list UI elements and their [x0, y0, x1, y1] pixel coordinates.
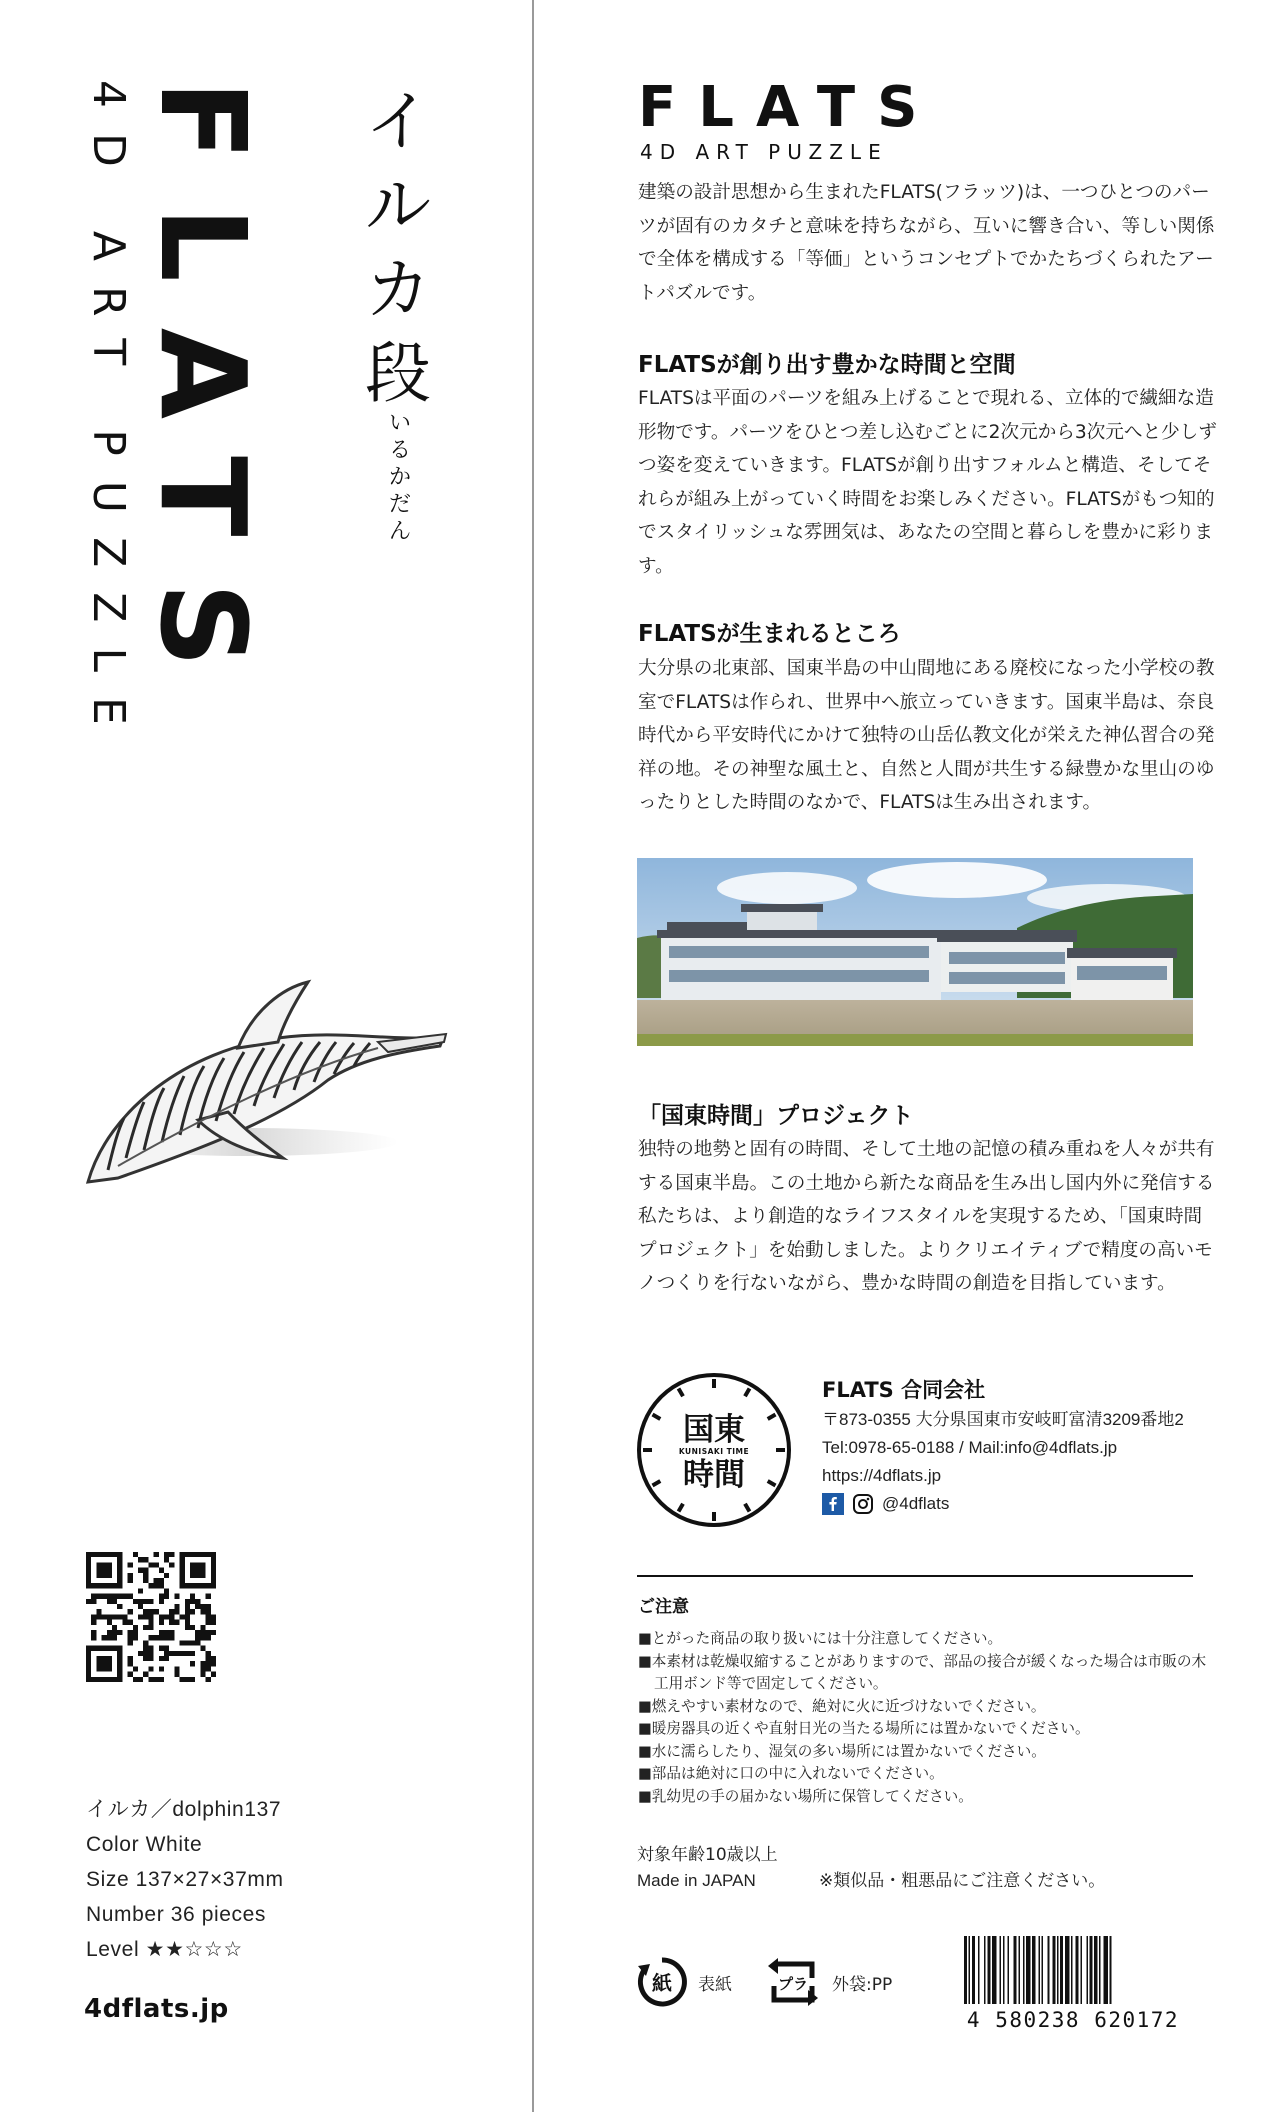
- section-body-time-space: FLATSは平面のパーツを組み上げることで現れる、立体的で繊細な造形物です。パーツをひとつ差し込むごとに2次元から3次元へと少しずつ姿を変えていきます。FLATSが創り出すフォルムと構造、そしてそれらが組み上がっていく時間をお楽しみください。FLATSがもつ知的でスタイリッシュな雰囲気は、あなたの空間と暮らしを豊かに彩ります。: [638, 388, 1217, 577]
- qr-module: [138, 1614, 143, 1619]
- qr-module: [195, 1640, 200, 1645]
- qr-module: [164, 1656, 169, 1661]
- barcode-bar: [1023, 1936, 1025, 2004]
- qr-module: [96, 1656, 112, 1672]
- qr-module: [190, 1640, 195, 1645]
- barcode-bar: [969, 1936, 971, 2004]
- qr-module: [122, 1594, 127, 1599]
- barcode-bar: [972, 1936, 975, 2004]
- target-age: 対象年齢10歳以上: [637, 1845, 778, 1865]
- qr-module: [159, 1583, 164, 1588]
- product-name-char: ル: [365, 167, 431, 244]
- qr-module: [164, 1557, 169, 1562]
- plastic-recycle-label: 外袋:PP: [832, 1974, 893, 1995]
- qr-module: [128, 1609, 133, 1614]
- qr-module: [164, 1594, 169, 1599]
- qr-module: [159, 1568, 164, 1573]
- product-reading-char: い: [388, 411, 411, 436]
- qr-module: [143, 1578, 148, 1583]
- barcode-bar: [1104, 1936, 1109, 2004]
- qr-module: [112, 1599, 117, 1604]
- qr-module: [128, 1594, 133, 1599]
- product-name-vertical: [358, 80, 438, 416]
- imitation-warning: ※類似品・粗悪品にご注意ください。: [819, 1871, 1106, 1891]
- qr-module: [211, 1620, 216, 1625]
- barcode-bar: [1032, 1936, 1035, 2004]
- qr-module: [91, 1630, 96, 1635]
- spec-line: Color White: [86, 1833, 203, 1856]
- company-address: 〒873-0355 大分県国東市安岐町富清3209番地2: [822, 1410, 1184, 1429]
- barcode-bar: [1060, 1936, 1063, 2004]
- qr-module: [190, 1651, 195, 1656]
- qr-module: [138, 1599, 143, 1604]
- qr-module: [91, 1614, 96, 1619]
- barcode-bar: [978, 1936, 980, 2004]
- qr-module: [200, 1630, 205, 1635]
- qr-module: [164, 1635, 169, 1640]
- product-name-char: カ: [365, 251, 431, 328]
- qr-module: [117, 1604, 122, 1609]
- qr-module: [91, 1594, 96, 1599]
- qr-module: [185, 1640, 190, 1645]
- qr-module: [190, 1599, 195, 1604]
- kunisaki-time-logo: [636, 1372, 792, 1528]
- brand-tagline-text: 4D ART PUZZLE: [83, 80, 134, 750]
- qr-module: [148, 1646, 153, 1651]
- qr-module: [174, 1672, 179, 1677]
- qr-module: [190, 1609, 195, 1614]
- qr-module: [117, 1630, 122, 1635]
- brand-name-text: FLATS: [134, 80, 272, 714]
- barcode-bar: [1038, 1936, 1040, 2004]
- qr-module: [117, 1594, 122, 1599]
- paper-mark-text: 紙: [652, 1971, 672, 1995]
- qr-module: [174, 1620, 179, 1625]
- qr-module: [133, 1635, 138, 1640]
- qr-module: [200, 1625, 205, 1630]
- section-body-origin: 大分県の北東部、国東半島の中山間地にある廃校になった小学校の教室でFLATSは作られ、世界中へ旅立っていきます。国東半島は、奈良時代から平安時代にかけて独特の山岳仏教文化が栄えた神仏習合の発祥の地。その神聖な風土と、自然と人間が共生する緑豊かな里山のゆったりとした時間のなかで、FLATSは生み出されます。: [638, 658, 1215, 814]
- section-heading-time-space: FLATSが創り出す豊かな時間と空間: [638, 352, 1016, 378]
- qr-module: [154, 1609, 159, 1614]
- qr-module: [200, 1666, 205, 1671]
- qr-module: [128, 1656, 133, 1661]
- qr-module: [169, 1614, 174, 1619]
- caution-item: ■暖房器具の近くや直射日光の当たる場所には置かないでください。: [638, 1720, 1090, 1737]
- qr-module: [159, 1620, 164, 1625]
- qr-module: [169, 1562, 174, 1567]
- school-building-photo: [637, 858, 1193, 1046]
- qr-module: [169, 1609, 174, 1614]
- plastic-recycle-icon: [764, 1956, 822, 2008]
- qr-module: [91, 1620, 96, 1625]
- qr-module: [154, 1635, 159, 1640]
- clock-logo-en: KUNISAKI TIME: [678, 1447, 750, 1456]
- barcode-bar: [1090, 1936, 1093, 2004]
- qr-module: [91, 1599, 96, 1604]
- qr-module: [159, 1677, 164, 1682]
- plastic-mark-text: プラ: [777, 1975, 809, 1993]
- section-body-kunisaki-time: 独特の地勢と固有の時間、そして土地の記憶の積み重ねを人々が共有する国東半島。この土地から新たな商品を生み出し国内外に発信する私たちは、より創造的なライフスタイルを実現するため、「国東時間プロジェクト」を始動しました。よりクリエイティブで精度の高いモノつくりを行ないながら、豊かな時間の創造を目指しています。: [638, 1139, 1215, 1295]
- qr-module: [190, 1661, 195, 1666]
- qr-module: [154, 1562, 159, 1567]
- qr-module: [107, 1614, 112, 1619]
- qr-module: [143, 1609, 148, 1614]
- qr-module: [164, 1646, 169, 1651]
- qr-module: [133, 1625, 138, 1630]
- qr-module: [154, 1578, 159, 1583]
- qr-module: [107, 1635, 112, 1640]
- qr-module: [143, 1614, 148, 1619]
- barcode-bar: [1071, 1936, 1073, 2004]
- qr-module: [86, 1599, 91, 1604]
- qr-module: [169, 1651, 174, 1656]
- barcode-bar: [1014, 1936, 1017, 2004]
- barcode-bar: [1048, 1936, 1050, 2004]
- spec-line: イルカ／dolphin137: [86, 1798, 282, 1821]
- qr-module: [164, 1651, 169, 1656]
- qr-module: [211, 1661, 216, 1666]
- left-panel: [0, 0, 532, 2112]
- qr-module: [159, 1630, 164, 1635]
- qr-module: [169, 1620, 174, 1625]
- caution-item: ■水に濡らしたり、湿気の多い場所には置かないでください。: [638, 1742, 1046, 1760]
- qr-module: [107, 1630, 112, 1635]
- qr-module: [138, 1677, 143, 1682]
- clock-logo-line1: 国東: [683, 1412, 745, 1448]
- qr-module: [200, 1604, 205, 1609]
- qr-module: [206, 1666, 211, 1671]
- qr-module: [133, 1630, 138, 1635]
- qr-module: [154, 1583, 159, 1588]
- social-links: [822, 1490, 1184, 1518]
- qr-module: [159, 1666, 164, 1671]
- social-handle[interactable]: @4dflats: [882, 1494, 950, 1513]
- qr-module: [174, 1651, 179, 1656]
- qr-module: [138, 1651, 143, 1656]
- barcode-bar: [1065, 1936, 1070, 2004]
- qr-module: [148, 1620, 153, 1625]
- qr-module: [96, 1594, 101, 1599]
- qr-module: [206, 1620, 211, 1625]
- qr-module: [159, 1614, 164, 1619]
- qr-module: [211, 1614, 216, 1619]
- qr-module: [185, 1651, 190, 1656]
- qr-module: [180, 1651, 185, 1656]
- barcode-bar: [1000, 1936, 1002, 2004]
- qr-module: [185, 1609, 190, 1614]
- qr-module: [96, 1562, 112, 1578]
- qr-module: [112, 1630, 117, 1635]
- qr-module: [206, 1594, 211, 1599]
- qr-module: [169, 1630, 174, 1635]
- qr-module: [174, 1609, 179, 1614]
- qr-module: [206, 1635, 211, 1640]
- qr-module: [185, 1620, 190, 1625]
- barcode-bar: [992, 1936, 997, 2004]
- qr-module: [154, 1677, 159, 1682]
- qr-module: [128, 1661, 133, 1666]
- qr-module: [206, 1677, 211, 1682]
- qr-module: [159, 1599, 164, 1604]
- barcode-bar: [1110, 1936, 1112, 2004]
- qr-module: [159, 1594, 164, 1599]
- qr-module: [133, 1599, 138, 1604]
- barcode-bar: [984, 1936, 986, 2004]
- qr-module: [164, 1588, 169, 1593]
- qr-module: [133, 1666, 138, 1671]
- qr-module: [128, 1630, 133, 1635]
- instagram-icon[interactable]: [852, 1493, 874, 1515]
- qr-module: [164, 1573, 169, 1578]
- qr-module: [96, 1609, 101, 1614]
- intro-paragraph: 建築の設計思想から生まれたFLATS(フラッツ)は、一つひとつのパーツが固有のカタチと意味を持ちながら、互いに響き合い、等しい関係で全体を構成する「等価」というコンセプトでかたちづくられたアートパズルです。: [638, 182, 1215, 304]
- qr-module: [138, 1557, 143, 1562]
- qr-module: [128, 1672, 133, 1677]
- caution-item: ■乳幼児の手の届かない場所に保管してください。: [638, 1787, 973, 1805]
- qr-module: [206, 1656, 211, 1661]
- barcode-bar: [1003, 1936, 1005, 2004]
- qr-module: [206, 1630, 211, 1635]
- product-reading-char: る: [388, 438, 411, 463]
- dolphin-puzzle-image: [78, 930, 458, 1210]
- qr-module: [128, 1573, 133, 1578]
- qr-module: [195, 1604, 200, 1609]
- qr-module: [169, 1552, 174, 1557]
- barcode-bar: [1094, 1936, 1097, 2004]
- qr-module: [143, 1646, 148, 1651]
- caution-item: ■本素材は乾燥収縮することがありますので、部品の接合が緩くなった場合は市販の木工用ボンド等で固定してください。: [638, 1652, 1207, 1692]
- product-name-char: イ: [365, 83, 431, 160]
- qr-module: [180, 1640, 185, 1645]
- qr-module: [185, 1677, 190, 1682]
- qr-module: [159, 1656, 164, 1661]
- qr-module: [102, 1594, 107, 1599]
- product-reading-char: か: [388, 465, 411, 490]
- qr-module: [164, 1552, 169, 1557]
- made-in: Made in JAPAN: [637, 1871, 756, 1890]
- qr-module: [102, 1635, 107, 1640]
- qr-module: [211, 1656, 216, 1661]
- qr-module: [133, 1677, 138, 1682]
- product-name-char: 段: [365, 335, 431, 412]
- product-specs: [86, 1792, 506, 1967]
- section-heading-origin: FLATSが生まれるところ: [638, 621, 901, 647]
- qr-module: [169, 1635, 174, 1640]
- qr-module: [143, 1573, 148, 1578]
- qr-module: [185, 1625, 190, 1630]
- qr-module: [174, 1666, 179, 1671]
- qr-module: [143, 1599, 148, 1604]
- qr-module: [159, 1646, 164, 1651]
- qr-module: [200, 1661, 205, 1666]
- company-url[interactable]: https://4dflats.jp: [822, 1466, 942, 1485]
- qr-module: [200, 1609, 205, 1614]
- caution-divider: [637, 1575, 1193, 1577]
- qr-module: [148, 1625, 153, 1630]
- qr-module: [190, 1562, 206, 1578]
- spec-line: Number 36 pieces: [86, 1903, 267, 1926]
- qr-module: [112, 1635, 117, 1640]
- qr-module: [148, 1651, 153, 1656]
- qr-module: [148, 1666, 153, 1671]
- qr-module: [122, 1620, 127, 1625]
- barcode-bar: [1007, 1936, 1009, 2004]
- caution-item: ■とがった商品の取り扱いには十分注意してください。: [638, 1630, 1003, 1647]
- qr-module: [159, 1578, 164, 1583]
- qr-module: [117, 1614, 122, 1619]
- qr-module: [195, 1635, 200, 1640]
- barcode-bar: [1057, 1936, 1059, 2004]
- qr-module: [143, 1640, 148, 1645]
- barcode-bar: [1086, 1936, 1088, 2004]
- qr-module: [180, 1677, 185, 1682]
- caution-title: ご注意: [638, 1597, 689, 1617]
- qr-module: [185, 1604, 190, 1609]
- qr-module: [206, 1661, 211, 1666]
- qr-module: [96, 1614, 101, 1619]
- qr-module: [206, 1614, 211, 1619]
- barcode: [954, 1934, 1192, 2030]
- qr-module: [107, 1599, 112, 1604]
- qr-module: [200, 1635, 205, 1640]
- qr-module: [180, 1614, 185, 1619]
- spec-line: Size 137×27×37mm: [86, 1868, 284, 1891]
- barcode-bar: [1026, 1936, 1031, 2004]
- caution-list: [638, 1628, 1218, 1808]
- qr-module: [143, 1625, 148, 1630]
- company-name: FLATS 合同会社: [822, 1378, 986, 1402]
- qr-module: [128, 1640, 133, 1645]
- qr-module: [148, 1562, 153, 1567]
- qr-module: [195, 1630, 200, 1635]
- section-heading-kunisaki-time: 「国東時間」プロジェクト: [638, 1103, 914, 1129]
- qr-module: [107, 1620, 112, 1625]
- qr-module: [138, 1588, 143, 1593]
- website-link[interactable]: 4dflats.jp: [84, 1994, 229, 2024]
- qr-module: [128, 1578, 133, 1583]
- qr-module: [190, 1625, 195, 1630]
- barcode-bar: [1042, 1936, 1044, 2004]
- product-reading-char: だ: [388, 492, 411, 517]
- product-reading-char: ん: [388, 519, 411, 544]
- company-info: [822, 1374, 1184, 1518]
- qr-module: [185, 1599, 190, 1604]
- qr-module: [200, 1646, 205, 1651]
- qr-module: [200, 1672, 205, 1677]
- caution-item: ■燃えやすい素材なので、絶対に火に近づけないでください。: [638, 1697, 1046, 1715]
- qr-module: [138, 1568, 143, 1573]
- qr-module: [143, 1656, 148, 1661]
- facebook-icon[interactable]: [822, 1493, 844, 1515]
- barcode-bar: [987, 1936, 990, 2004]
- barcode-bar: [1052, 1936, 1055, 2004]
- qr-module: [143, 1568, 148, 1573]
- paper-recycle-label: 表紙: [698, 1974, 732, 1995]
- qr-module: [143, 1557, 148, 1562]
- qr-module: [138, 1604, 143, 1609]
- qr-module: [185, 1614, 190, 1619]
- qr-module: [112, 1614, 117, 1619]
- spec-line: Level ★★☆☆☆: [86, 1938, 243, 1961]
- barcode-bar: [964, 1936, 967, 2004]
- qr-module: [164, 1614, 169, 1619]
- qr-module: [143, 1672, 148, 1677]
- qr-module: [128, 1562, 133, 1567]
- qr-module: [148, 1677, 153, 1682]
- qr-module: [112, 1594, 117, 1599]
- qr-code[interactable]: [86, 1552, 216, 1682]
- qr-module: [112, 1625, 117, 1630]
- barcode-number: 4 580238 620172: [966, 2008, 1180, 2030]
- paper-recycle-mark: [636, 1956, 732, 2008]
- right-panel: [534, 0, 1280, 2112]
- qr-module: [211, 1672, 216, 1677]
- qr-module: [148, 1583, 153, 1588]
- qr-module: [164, 1630, 169, 1635]
- barcode-bar: [1018, 1936, 1020, 2004]
- caution-item: ■部品は絶対に口の中に入れないでください。: [638, 1765, 944, 1782]
- plastic-recycle-mark: [764, 1956, 892, 2008]
- qr-module: [206, 1651, 211, 1656]
- logo-title: FLATS: [638, 75, 940, 140]
- qr-module: [195, 1599, 200, 1604]
- qr-module: [211, 1630, 216, 1635]
- qr-module: [148, 1635, 153, 1640]
- qr-module: [159, 1635, 164, 1640]
- qr-module: [148, 1599, 153, 1604]
- qr-module: [190, 1594, 195, 1599]
- qr-module: [107, 1594, 112, 1599]
- logo-tagline: 4D ART PUZZLE: [640, 140, 888, 164]
- qr-module: [206, 1604, 211, 1609]
- barcode-bar: [1099, 1936, 1101, 2004]
- qr-module: [128, 1635, 133, 1640]
- qr-module: [174, 1594, 179, 1599]
- qr-module: [133, 1552, 138, 1557]
- qr-module: [148, 1614, 153, 1619]
- qr-module: [154, 1552, 159, 1557]
- qr-module: [143, 1651, 148, 1656]
- qr-module: [174, 1604, 179, 1609]
- qr-module: [122, 1614, 127, 1619]
- qr-module: [102, 1614, 107, 1619]
- paper-recycle-icon: [636, 1956, 688, 2008]
- qr-module: [148, 1609, 153, 1614]
- qr-module: [128, 1620, 133, 1625]
- product-reading-vertical: [385, 410, 415, 545]
- qr-module: [190, 1677, 195, 1682]
- qr-module: [91, 1635, 96, 1640]
- barcode-bar: [1076, 1936, 1079, 2004]
- company-contact[interactable]: Tel:0978-65-0188 / Mail:info@4dflats.jp: [822, 1438, 1118, 1457]
- barcode-bar: [1080, 1936, 1082, 2004]
- qr-module: [148, 1656, 153, 1661]
- qr-module: [206, 1609, 211, 1614]
- clock-logo-line2: 時間: [683, 1457, 745, 1493]
- caution-section: [638, 1592, 1218, 1808]
